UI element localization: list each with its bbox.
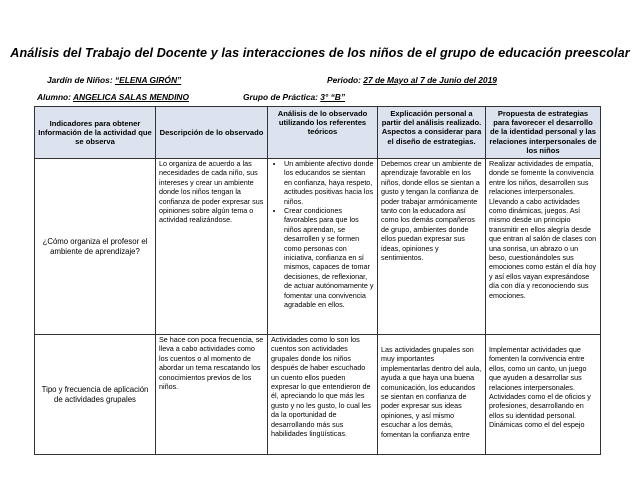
row1-description: Lo organiza de acuerdo a las necesidades de cada niño, sus intereses y crear un ambiente donde los niños tengan la confianza de poder expresar sus opiniones sobre algún tema o actividad realizándose. — [156, 159, 268, 335]
analysis-table — [34, 106, 601, 455]
jardin-line — [47, 75, 181, 85]
header-description: Descripción de lo observado — [156, 107, 268, 159]
analysis-bullet: • Crear condiciones favorables para que los niños aprendan, se desarrollen y se formen como personas con iniciativa, confianza en sí mismos, capaces de tomar decisiones, de reflexionar, de actuar autónomamente y fomentar una convivencia agradable en ellos. — [284, 206, 374, 309]
header-analysis: Análisis de lo observado utilizando los referentes teóricos — [268, 107, 378, 159]
grupo-label: Grupo de Práctica: — [243, 92, 318, 102]
row1-proposal: Realizar actividades de empatía, donde se fomente la convivencia entre los niños, desarrollen sus relaciones interpersonales. Llevando a cabo actividades como dinámicas, juegos. Así mismo desde un principio transmitir en ellos alegría desde que entran al salón de clases con una sonrisa, un abrazo o un beso, cuestionándoles sus emociones como están el día hoy y así ellos vayan expresándose día con día y reconociendo sus emociones. — [486, 159, 601, 335]
jardin-label: Jardín de Niños: — [47, 75, 113, 85]
grupo-value: 3° “B” — [320, 92, 346, 102]
table-header-row — [35, 107, 601, 159]
document-title: Análisis del Trabajo del Docente y las interacciones de los niños de el grupo de educación preescolar — [10, 46, 630, 60]
periodo-line — [327, 75, 497, 85]
periodo-label: Periodo: — [327, 75, 361, 85]
periodo-value: 27 de Mayo al 7 de Junio del 2019 — [363, 75, 497, 85]
alumno-value: ANGELICA SALAS MENDINO — [72, 92, 189, 102]
row2-explanation: Las actividades grupales son muy importantes implementarlas dentro del aula, ayuda a que haya una buena comunicación, los educandos se sientan en confianza de poder expresar sus ideas opiniones, y así mismo escuchar a los demás, fomentan la confianza entre — [378, 335, 486, 455]
analysis-bullet: • Un ambiente afectivo donde los educandos se sientan en confianza, haya respeto, actitudes positivas hacia los niños. — [284, 159, 374, 206]
row1-analysis — [268, 159, 378, 335]
table-row — [35, 159, 601, 335]
grupo-line — [243, 92, 345, 102]
row2-proposal: Implementar actividades que fomenten la convivencia entre ellos, como un canto, un juego que ayuden a desarrollar sus relaciones interpersonales. Actividades como el de oficios y profesiones, desarrollando en ellos su identidad personal. Dinámicas como el del espejo — [486, 335, 601, 455]
header-proposal: Propuesta de estrategias para favorecer el desarrollo de la identidad personal y las relaciones interpersonales de los niños — [486, 107, 601, 159]
header-explanation: Explicación personal a partir del análisis realizado. Aspectos a considerar para el diseño de estrategias. — [378, 107, 486, 159]
alumno-line — [37, 92, 189, 102]
table-row — [35, 335, 601, 455]
row2-analysis: Actividades como lo son los cuentos son actividades grupales donde los niños después de haber escuchado un cuento ellos pueden expresar lo que entendieron de él, apreciando lo que más les gusto y no les gusto, lo cual les da la oportunidad de desarrollando más sus habilidades lingüísticas. — [268, 335, 378, 455]
alumno-label: Alumno: — [37, 92, 71, 102]
header-indicators: Indicadores para obtener Información de la actividad que se observa — [35, 107, 156, 159]
row1-indicator: ¿Cómo organiza el profesor el ambiente de aprendizaje? — [35, 159, 156, 335]
jardin-value: “ELENA GIRÓN” — [114, 75, 182, 85]
row2-description: Se hace con poca frecuencia, se lleva a cabo actividades como los cuentos o al momento de abordar un tema rescatando los conocimientos previos de los niños. — [156, 335, 268, 455]
row1-explanation: Debemos crear un ambiente de aprendizaje favorable en los niños, donde ellos se sientan a gusto y tengan la confianza de poder trabajar armónicamente tanto con la educadora así como los demás compañeros de grupo, ambientes donde ellos puedan expresar sus ideas, opiniones y sentimientos. — [378, 159, 486, 335]
row1-analysis-list — [271, 159, 374, 310]
row2-indicator: Tipo y frecuencia de aplicación de actividades grupales — [35, 335, 156, 455]
